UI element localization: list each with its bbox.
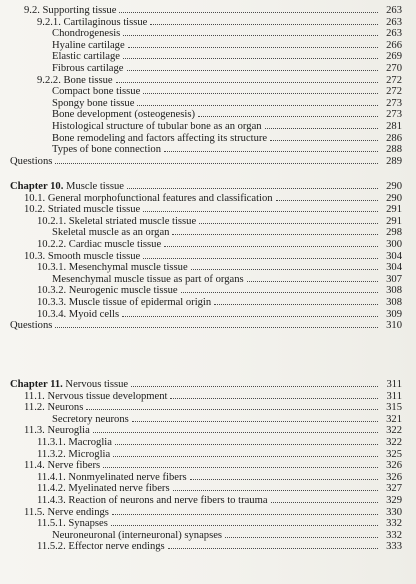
toc-entry-title: Compact bone tissue bbox=[52, 86, 141, 98]
toc-entry[interactable] bbox=[0, 85, 416, 97]
toc-entry[interactable] bbox=[0, 459, 416, 471]
page-number: 266 bbox=[386, 39, 402, 51]
toc-entry[interactable] bbox=[0, 203, 416, 215]
toc-entry-title: 10.3.1. Mesenchymal muscle tissue bbox=[37, 262, 188, 274]
dot-leader bbox=[55, 319, 378, 328]
toc-entry[interactable] bbox=[0, 424, 416, 436]
page-number: 329 bbox=[386, 494, 402, 506]
toc-entry-title: Elastic cartilage bbox=[52, 51, 120, 63]
toc-entry[interactable] bbox=[0, 226, 416, 238]
toc-entry[interactable] bbox=[0, 132, 416, 144]
page-number: 315 bbox=[386, 402, 402, 414]
toc-entry-title: 11.2. Neurons bbox=[24, 402, 84, 414]
toc-entry-title: Neuroneuronal (interneuronal) synapses bbox=[52, 529, 223, 541]
dot-leader bbox=[93, 424, 378, 433]
toc-entry-title: 10.2.2. Cardiac muscle tissue bbox=[37, 238, 162, 250]
page-number: 263 bbox=[386, 16, 402, 28]
dot-leader bbox=[123, 27, 378, 36]
toc-entry[interactable] bbox=[0, 390, 416, 402]
toc-entry[interactable] bbox=[0, 155, 416, 167]
toc-entry-title: 10.3. Smooth muscle tissue bbox=[24, 250, 141, 262]
toc-entry[interactable] bbox=[0, 296, 416, 308]
toc-entry[interactable] bbox=[0, 50, 416, 62]
toc-entry[interactable] bbox=[0, 308, 416, 320]
toc-entry-title: 9.2.1. Cartilaginous tissue bbox=[37, 16, 148, 28]
toc-entry-title: Skeletal muscle as an organ bbox=[52, 227, 170, 239]
toc-entry-title: 10.3.4. Myoid cells bbox=[37, 308, 120, 320]
dot-leader bbox=[168, 540, 378, 549]
toc-entry-title: Histological structure of tubular bone as an organ bbox=[52, 120, 262, 132]
toc-entry-title: Questions bbox=[10, 155, 53, 167]
toc-entry-title: 9.2.2. Bone tissue bbox=[37, 74, 113, 86]
toc-entry-title: 11.4.1. Nonmyelinated nerve fibers bbox=[37, 471, 187, 483]
page-number: 326 bbox=[386, 471, 402, 483]
dot-leader bbox=[270, 132, 378, 141]
page-number: 273 bbox=[386, 97, 402, 109]
dot-leader bbox=[127, 180, 378, 189]
page-number: 326 bbox=[386, 460, 402, 472]
chapter-number: Chapter 11. bbox=[10, 379, 63, 390]
toc-entry-title: Chondrogenesis bbox=[52, 28, 121, 40]
toc-entry-title: Bone development (osteogenesis) bbox=[52, 109, 195, 121]
toc-entry-title: 10.1. General morphofunctional features and classification bbox=[24, 192, 273, 204]
dot-leader bbox=[113, 448, 378, 457]
toc-entry[interactable] bbox=[0, 192, 416, 204]
toc-entry-title: Mesenchymal muscle tissue as part of organs bbox=[52, 273, 244, 285]
toc-entry[interactable] bbox=[0, 494, 416, 506]
page-number: 291 bbox=[386, 215, 402, 227]
dot-leader bbox=[271, 494, 378, 503]
toc-section bbox=[0, 378, 416, 552]
page-number: 322 bbox=[386, 425, 402, 437]
chapter-number: Chapter 10. bbox=[10, 181, 64, 192]
toc-entry-title: 11.4. Nerve fibers bbox=[24, 460, 101, 472]
toc-entry[interactable] bbox=[0, 143, 416, 155]
dot-leader bbox=[103, 459, 378, 468]
dot-leader bbox=[173, 482, 378, 491]
page-number: 330 bbox=[386, 506, 402, 518]
page-number: 308 bbox=[386, 296, 402, 308]
dot-leader bbox=[86, 401, 378, 410]
toc-section bbox=[0, 4, 416, 166]
toc-entry-title: 10.2.1. Skeletal striated muscle tissue bbox=[37, 215, 197, 227]
dot-leader bbox=[190, 471, 378, 480]
page-number: 332 bbox=[386, 518, 402, 530]
dot-leader bbox=[181, 284, 378, 293]
toc-entry-title: 11.5. Nerve endings bbox=[24, 506, 109, 518]
toc-entry-title: 9.2. Supporting tissue bbox=[24, 5, 117, 16]
toc-entry[interactable] bbox=[0, 238, 416, 250]
toc-entry-title: 11.4.3. Reaction of neurons and nerve fibers to trauma bbox=[37, 494, 268, 506]
chapter-title: Nervous tissue bbox=[62, 379, 129, 390]
dot-leader bbox=[265, 120, 378, 129]
page-number: 311 bbox=[386, 390, 402, 402]
page-number: 272 bbox=[386, 86, 402, 98]
chapter-title: Muscle tissue bbox=[63, 181, 124, 192]
toc-entry[interactable] bbox=[0, 250, 416, 262]
page-number: 321 bbox=[386, 413, 402, 425]
toc-entry[interactable] bbox=[0, 529, 416, 541]
dot-leader bbox=[214, 296, 378, 305]
toc-entry-title: 11.5.2. Effector nerve endings bbox=[37, 541, 165, 553]
dot-leader bbox=[123, 50, 378, 59]
toc-entry[interactable] bbox=[0, 436, 416, 448]
page-number: 304 bbox=[386, 250, 402, 262]
toc-entry[interactable] bbox=[0, 471, 416, 483]
page-number: 332 bbox=[386, 529, 402, 541]
dot-leader bbox=[111, 517, 378, 526]
toc-entry-title: Fibrous cartilage bbox=[52, 62, 124, 74]
toc-entry[interactable] bbox=[0, 540, 416, 552]
toc-entry-title: Secretory neurons bbox=[52, 413, 129, 425]
page-number: 325 bbox=[386, 448, 402, 460]
page-number: 300 bbox=[386, 238, 402, 250]
toc-entry[interactable] bbox=[0, 506, 416, 518]
toc-entry-title: 11.3.1. Macroglia bbox=[37, 436, 112, 448]
page-number: 270 bbox=[386, 62, 402, 74]
page-number: 272 bbox=[386, 74, 402, 86]
dot-leader bbox=[199, 215, 378, 224]
dot-leader bbox=[247, 273, 378, 282]
dot-leader bbox=[119, 4, 378, 13]
toc-entry[interactable] bbox=[0, 378, 416, 390]
dot-leader bbox=[55, 155, 378, 164]
page-number: 307 bbox=[386, 273, 402, 285]
dot-leader bbox=[128, 39, 378, 48]
dot-leader bbox=[143, 203, 378, 212]
dot-leader bbox=[127, 62, 379, 71]
dot-leader bbox=[116, 74, 378, 83]
dot-leader bbox=[150, 16, 378, 25]
page-number: 286 bbox=[386, 132, 402, 144]
toc-entry[interactable] bbox=[0, 39, 416, 51]
toc-entry[interactable] bbox=[0, 319, 416, 331]
toc-entry-title: 11.1. Nervous tissue development bbox=[24, 390, 168, 402]
toc-entry[interactable] bbox=[0, 4, 416, 16]
toc-entry-title: Types of bone connection bbox=[52, 144, 161, 156]
toc-entry-title: 10.2. Striated muscle tissue bbox=[24, 204, 141, 216]
page-number: 310 bbox=[386, 320, 402, 332]
toc-entry[interactable] bbox=[0, 120, 416, 132]
toc-entry-title: 11.3. Neuroglia bbox=[24, 425, 90, 437]
dot-leader bbox=[225, 529, 378, 538]
toc-entry[interactable] bbox=[0, 97, 416, 109]
toc-entry[interactable] bbox=[0, 401, 416, 413]
page-number: 311 bbox=[386, 379, 402, 390]
toc-entry-title: 11.4.2. Myelinated nerve fibers bbox=[37, 483, 170, 495]
page-number: 298 bbox=[386, 227, 402, 239]
page-number: 290 bbox=[386, 181, 402, 192]
page-number: 288 bbox=[386, 144, 402, 156]
dot-leader bbox=[276, 192, 378, 201]
dot-leader bbox=[131, 378, 378, 387]
page-number: 263 bbox=[386, 28, 402, 40]
dot-leader bbox=[164, 238, 378, 247]
dot-leader bbox=[132, 413, 378, 422]
toc-entry[interactable] bbox=[0, 482, 416, 494]
toc-entry[interactable] bbox=[0, 74, 416, 86]
page-number: 333 bbox=[386, 541, 402, 553]
toc-entry[interactable] bbox=[0, 273, 416, 285]
dot-leader bbox=[170, 390, 378, 399]
toc-entry[interactable] bbox=[0, 27, 416, 39]
toc-entry-title: 11.3.2. Microglia bbox=[37, 448, 111, 460]
toc-entry-title: 11.5.1. Synapses bbox=[37, 518, 108, 530]
toc-entry-title: 10.3.3. Muscle tissue of epidermal origin bbox=[37, 296, 212, 308]
toc-entry-title: Spongy bone tissue bbox=[52, 97, 135, 109]
page-number: 263 bbox=[386, 5, 402, 16]
toc-section bbox=[0, 180, 416, 331]
toc-entry-title: Hyaline cartilage bbox=[52, 39, 125, 51]
toc-entry[interactable] bbox=[0, 180, 416, 192]
dot-leader bbox=[191, 261, 378, 270]
page-number: 273 bbox=[386, 109, 402, 121]
page-number: 291 bbox=[386, 204, 402, 216]
page-number: 304 bbox=[386, 262, 402, 274]
page-number: 269 bbox=[386, 51, 402, 63]
toc-entry[interactable] bbox=[0, 108, 416, 120]
toc-entry-title: Bone remodeling and factors affecting its structure bbox=[52, 132, 268, 144]
dot-leader bbox=[115, 436, 378, 445]
toc-entry[interactable] bbox=[0, 261, 416, 273]
dot-leader bbox=[137, 97, 378, 106]
page-number: 308 bbox=[386, 285, 402, 297]
toc-entry[interactable] bbox=[0, 215, 416, 227]
page-number: 327 bbox=[386, 483, 402, 495]
toc-entry[interactable] bbox=[0, 16, 416, 28]
dot-leader bbox=[112, 506, 378, 515]
toc-entry-title: 10.3.2. Neurogenic muscle tissue bbox=[37, 285, 178, 297]
dot-leader bbox=[172, 226, 378, 235]
dot-leader bbox=[143, 85, 378, 94]
dot-leader bbox=[198, 108, 378, 117]
page-number: 322 bbox=[386, 436, 402, 448]
dot-leader bbox=[143, 250, 378, 259]
page-number: 281 bbox=[386, 120, 402, 132]
page-number: 290 bbox=[386, 192, 402, 204]
toc-entry[interactable] bbox=[0, 448, 416, 460]
dot-leader bbox=[164, 143, 378, 152]
toc-entry[interactable] bbox=[0, 62, 416, 74]
page-number: 289 bbox=[386, 155, 402, 167]
toc-entry[interactable] bbox=[0, 284, 416, 296]
toc-entry[interactable] bbox=[0, 413, 416, 425]
toc-entry-title: Questions bbox=[10, 320, 53, 332]
page-number: 309 bbox=[386, 308, 402, 320]
toc-entry[interactable] bbox=[0, 517, 416, 529]
dot-leader bbox=[122, 308, 378, 317]
